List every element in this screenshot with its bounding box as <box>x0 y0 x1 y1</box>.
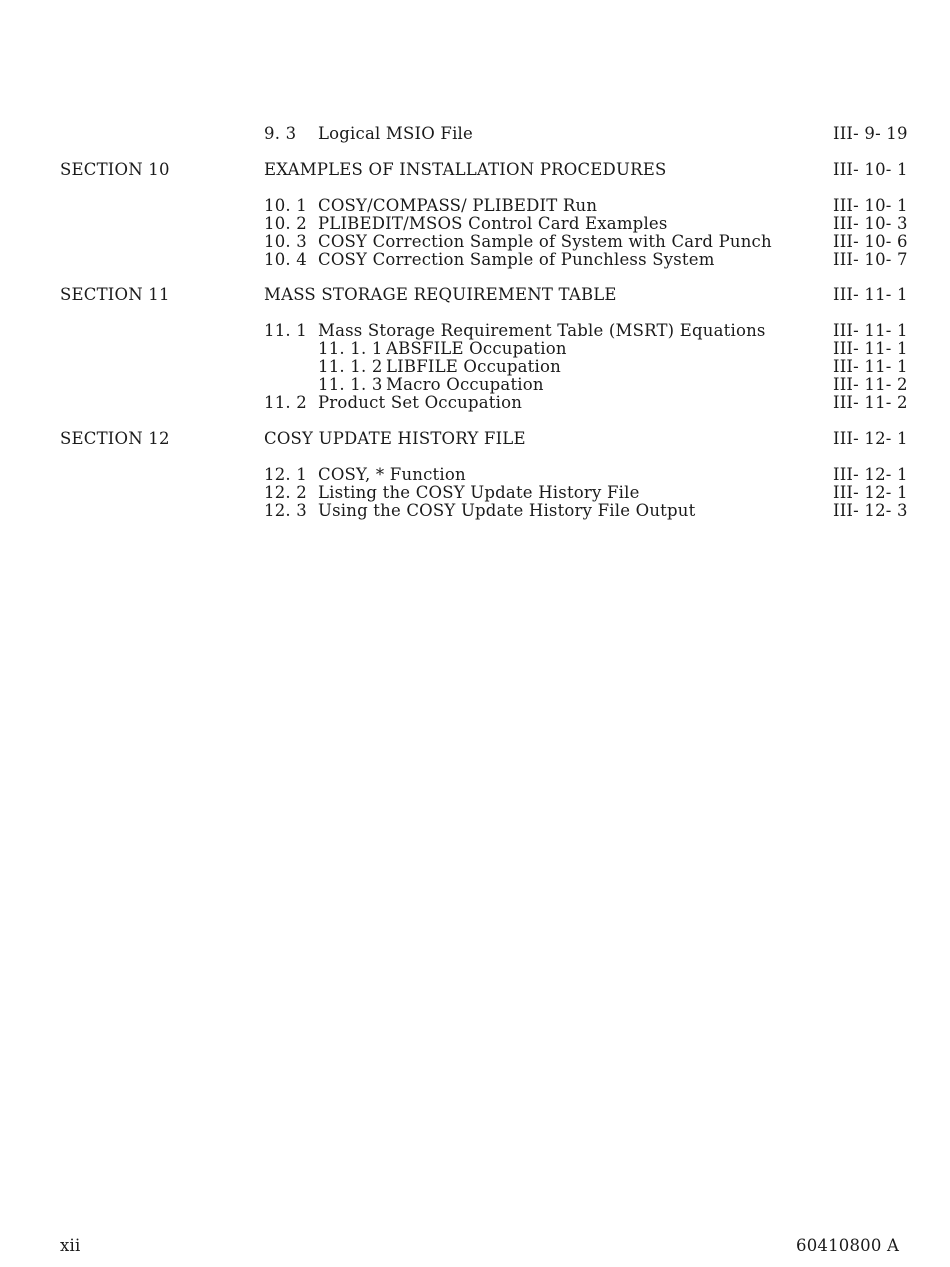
entry-page: III- 10- 7 <box>833 250 908 269</box>
toc-entry-11-1-2 <box>0 357 950 377</box>
entry-page: III- 11- 2 <box>833 393 908 412</box>
entry-page: III- 10- 6 <box>833 232 908 251</box>
entry-page: III- 9- 19 <box>833 124 908 143</box>
toc-entry-12-2 <box>0 483 950 503</box>
entry-title: Listing the COSY Update History File <box>318 483 640 502</box>
entry-page: III- 10- 3 <box>833 214 908 233</box>
toc-entry-10-4 <box>0 250 950 270</box>
toc-entry-10-2 <box>0 214 950 234</box>
entry-number: 11. 1. 3 <box>318 375 383 394</box>
toc-entry-9-3 <box>0 124 950 144</box>
entry-title: Product Set Occupation <box>318 393 523 412</box>
entry-number: 9. 3 <box>264 124 297 143</box>
entry-page: III- 12- 1 <box>833 483 908 502</box>
toc-entry-12-3 <box>0 501 950 521</box>
entry-title: COSY, * Function <box>318 465 466 484</box>
entry-title: COSY Correction Sample of Punchless System <box>318 250 715 269</box>
toc-section-12 <box>0 429 950 449</box>
entry-page: III- 10- 1 <box>833 196 908 215</box>
toc-entry-11-1-3 <box>0 375 950 395</box>
section-title: COSY UPDATE HISTORY FILE <box>264 429 526 448</box>
toc-entry-12-1 <box>0 465 950 485</box>
entry-page: III- 11- 1 <box>833 357 908 376</box>
entry-title: Mass Storage Requirement Table (MSRT) Equations <box>318 321 766 340</box>
entry-number: 10. 2 <box>264 214 307 233</box>
toc-entry-11-2 <box>0 393 950 413</box>
entry-number: 10. 4 <box>264 250 307 269</box>
section-label: SECTION 11 <box>60 285 170 304</box>
entry-number: 11. 2 <box>264 393 307 412</box>
entry-title: Macro Occupation <box>386 375 544 394</box>
entry-number: 12. 3 <box>264 501 307 520</box>
section-label: SECTION 12 <box>60 429 170 448</box>
entry-page: III- 11- 1 <box>833 321 908 340</box>
entry-title: PLIBEDIT/MSOS Control Card Examples <box>318 214 668 233</box>
entry-title: COSY Correction Sample of System with Card Punch <box>318 232 772 251</box>
toc-entry-10-3 <box>0 232 950 252</box>
entry-number: 10. 1 <box>264 196 307 215</box>
entry-number: 11. 1. 2 <box>318 357 383 376</box>
entry-title: Logical MSIO File <box>318 124 473 143</box>
footer-page-label: xii <box>60 1236 81 1255</box>
entry-number: 10. 3 <box>264 232 307 251</box>
entry-page: III- 12- 1 <box>833 465 908 484</box>
section-page: III- 12- 1 <box>833 429 908 448</box>
entry-title: LIBFILE Occupation <box>386 357 561 376</box>
toc-section-11 <box>0 285 950 305</box>
section-page: III- 11- 1 <box>833 285 908 304</box>
section-title: MASS STORAGE REQUIREMENT TABLE <box>264 285 617 304</box>
section-page: III- 10- 1 <box>833 160 908 179</box>
footer-doc-number: 60410800 A <box>796 1236 900 1255</box>
entry-title: ABSFILE Occupation <box>386 339 567 358</box>
section-label: SECTION 10 <box>60 160 170 179</box>
entry-number: 12. 1 <box>264 465 307 484</box>
toc-entry-11-1 <box>0 321 950 341</box>
entry-page: III- 11- 1 <box>833 339 908 358</box>
section-title: EXAMPLES OF INSTALLATION PROCEDURES <box>264 160 667 179</box>
entry-title: Using the COSY Update History File Output <box>318 501 696 520</box>
entry-page: III- 11- 2 <box>833 375 908 394</box>
toc-section-10 <box>0 160 950 180</box>
entry-number: 11. 1. 1 <box>318 339 383 358</box>
entry-title: COSY/COMPASS/ PLIBEDIT Run <box>318 196 598 215</box>
entry-number: 11. 1 <box>264 321 307 340</box>
toc-entry-10-1 <box>0 196 950 216</box>
toc-entry-11-1-1 <box>0 339 950 359</box>
entry-page: III- 12- 3 <box>833 501 908 520</box>
entry-number: 12. 2 <box>264 483 307 502</box>
